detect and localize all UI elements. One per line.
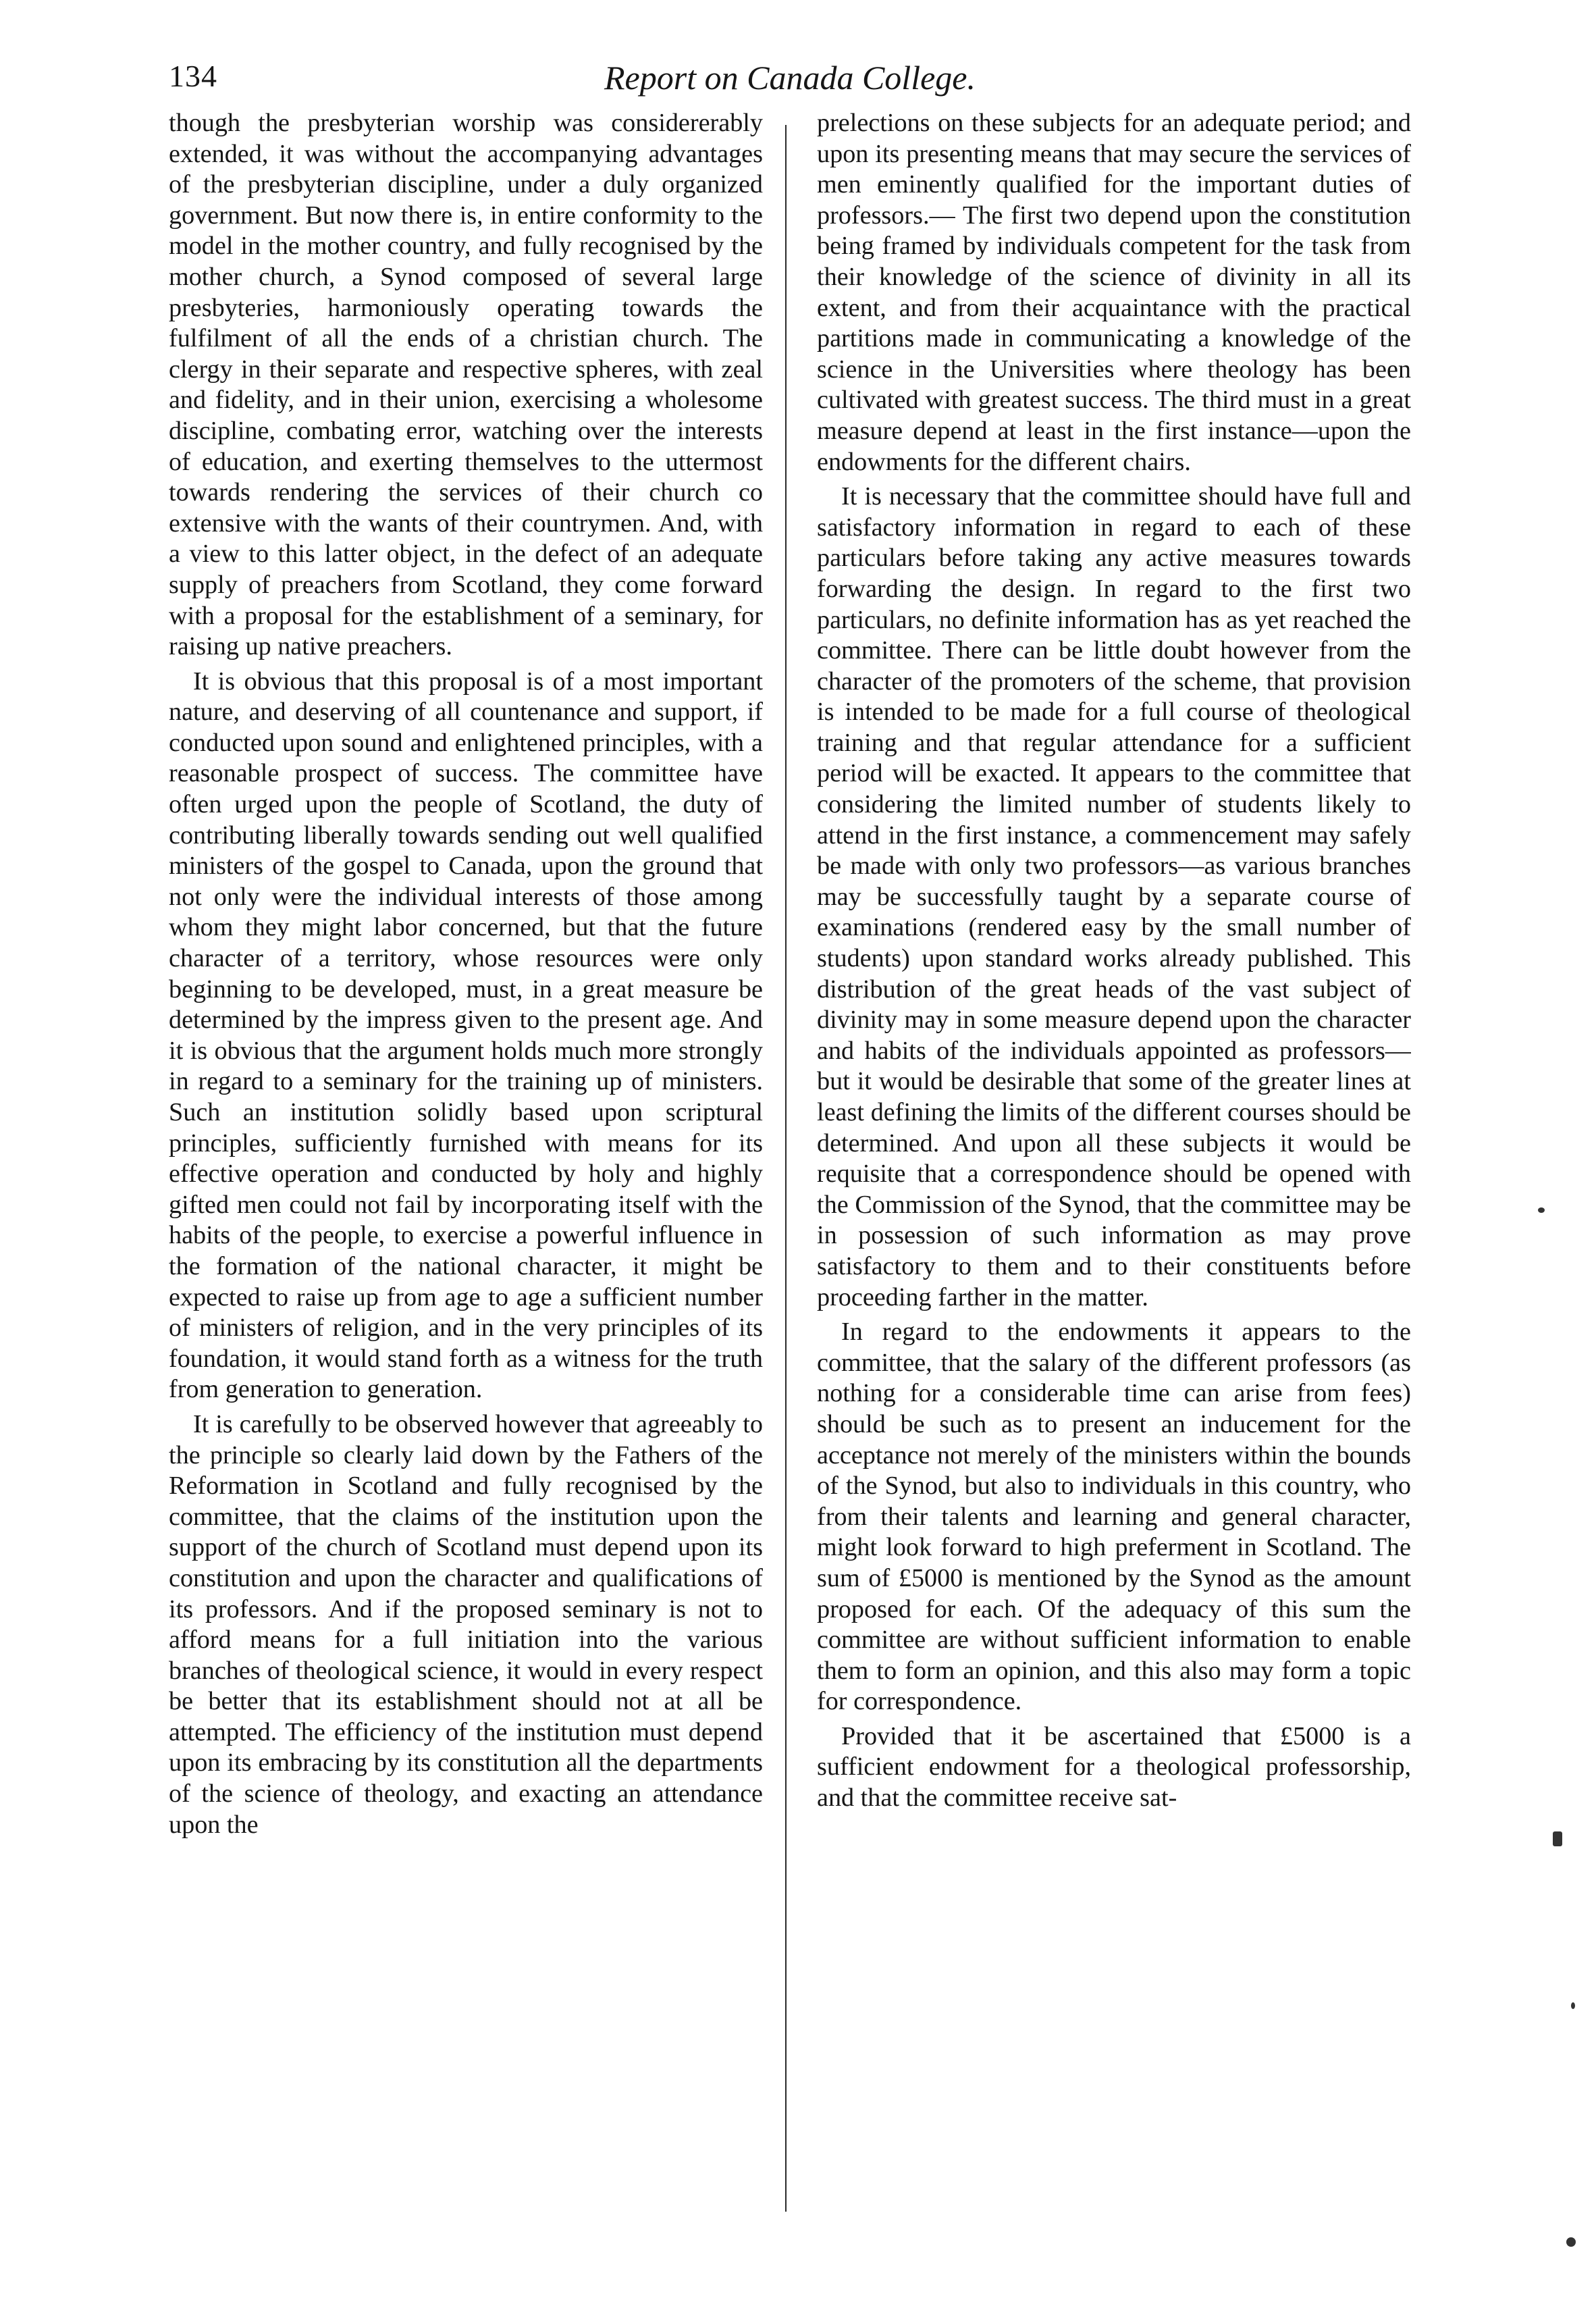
running-title: Report on Canada College. xyxy=(604,59,976,97)
left-column xyxy=(169,108,763,2256)
right-paragraph-3: In regard to the endowments it appears to the committee, that the salary of the different professors (as nothing for a considerable time can arise from fees) should be such as to present an inducement for the acceptance not merely of the ministers within the bounds of the Synod, but also to individuals in this country, who from their talents and learning and general character, might look forward to high preferment in Scotland. The sum of £5000 is mentioned by the Synod as the amount proposed for each. Of the adequacy of this sum the committee are without sufficient information to enable them to form an opinion, and this also may form a topic for correspondence. xyxy=(817,1318,1411,1716)
page-number: 134 xyxy=(169,59,217,93)
left-paragraph-2: It is obvious that this proposal is of a most important nature, and deserving of all countenance and support, if conducted upon sound and enlightened principles, with a reasonable prospect of success. The committee have often urged upon the people of Scotland, the duty of contributing liberally towards sending out well qualified ministers of the gospel to Canada, upon the ground that not only were the individual interests of those among whom they might labor concerned, but that the future character of a territory, whose resources were only beginning to be developed, must, in a great measure be determined by the impress given to the present age. And it is obvious that the argument holds much more strongly in regard to a seminary for the training up of ministers. Such an institution solidly based upon scriptural principles, sufficiently furnished with means for its effective operation and conducted by holy and highly gifted men could not fail by incorporating itself with the habits of the people, to exercise a powerful influence in the formation of the national character, it might be expected to raise up from age to age a sufficient number of ministers of religion, and in the very principles of its foundation, it would stand forth as a witness for the truth from generation to generation. xyxy=(169,667,763,1404)
right-paragraph-1: prelections on these subjects for an adequate period; and upon its presenting means that may secure the services of men eminently qualified for the important duties of professors.— The first two depend upon the constitution being framed by individuals competent for the task from their knowledge of the science of divinity in all its extent, and from their acquaintance with the practical partitions made in communicating a knowledge of the science in the Universities where theology has been cultivated with greatest success. The third must in a great measure depend at least in the first instance—upon the endowments for the different chairs. xyxy=(817,109,1411,476)
right-paragraph-2: It is necessary that the committee should have full and satisfactory information in regard to each of these particulars before taking any active measures towards forwarding the design. In regard to the first two particulars, no definite information has as yet reached the committee. There can be little doubt however from the character of the promoters of the scheme, that provision is intended to be made for a full course of theological training and that regular attendance for a sufficient period will be exacted. It appears to the committee that considering the limited number of students likely to attend in the first instance, a commencement may safely be made with only two professors—as various branches may be successfully taught by a separate course of examinations (rendered easy by the small number of students) upon standard works already published. This distribution of the great heads of the vast subject of divinity may in some measure depend upon the character and habits of the individuals appointed as professors—but it would be desirable that some of the greater lines at least defining the limits of the different courses should be determined. And upon all these subjects it would be requisite that a correspondence should be opened with the Commission of the Synod, that the committee may be in possession of such information as may prove satisfactory to them and to their constituents before proceeding farther in the matter. xyxy=(817,482,1411,1311)
left-paragraph-1: though the presbyterian worship was considererably extended, it was without the accompanying advantages of the presbyterian discipline, under a duly organized government. But now there is, in entire conformity to the model in the mother country, and fully recognised by the mother church, a Synod composed of several large presbyteries, harmoniously operating towards the fulfilment of all the ends of a christian church. The clergy in their separate and respective spheres, with zeal and fidelity, and in their union, exercising a wholesome discipline, combating error, watching over the interests of education, and exerting themselves to the uttermost towards rendering the services of their church co extensive with the wants of their countrymen. And, with a view to this latter object, in the defect of an adequate supply of preachers from Scotland, they come forward with a proposal for the establishment of a seminary, for raising up native preachers. xyxy=(169,109,763,661)
margin-speck xyxy=(1553,1831,1562,1846)
margin-speck xyxy=(1538,1207,1545,1213)
left-paragraph-3: It is carefully to be observed however that agreeably to the principle so clearly laid down by the Fathers of the Reformation in Scotland and fully recognised by the committee, that the claims of the institution upon the support of the church of Scotland must depend upon its constitution and upon the character and qualifications of its professors. And if the proposed seminary is not to afford means for a full initiation into the various branches of theological science, it would in every respect be better that its establishment should not at all be attempted. The efficiency of the institution must depend upon its embracing by its constitution all the departments of the science of theology, and exacting an attendance upon the xyxy=(169,1409,763,1839)
right-column xyxy=(817,108,1411,2256)
right-paragraph-4: Provided that it be ascertained that £5000 is a sufficient endowment for a theological professorship, and that the committee receive sat- xyxy=(817,1721,1411,1813)
column-divider xyxy=(785,125,787,2212)
margin-speck xyxy=(1571,2002,1575,2009)
margin-speck xyxy=(1566,2237,1576,2247)
page-header xyxy=(169,58,1411,105)
